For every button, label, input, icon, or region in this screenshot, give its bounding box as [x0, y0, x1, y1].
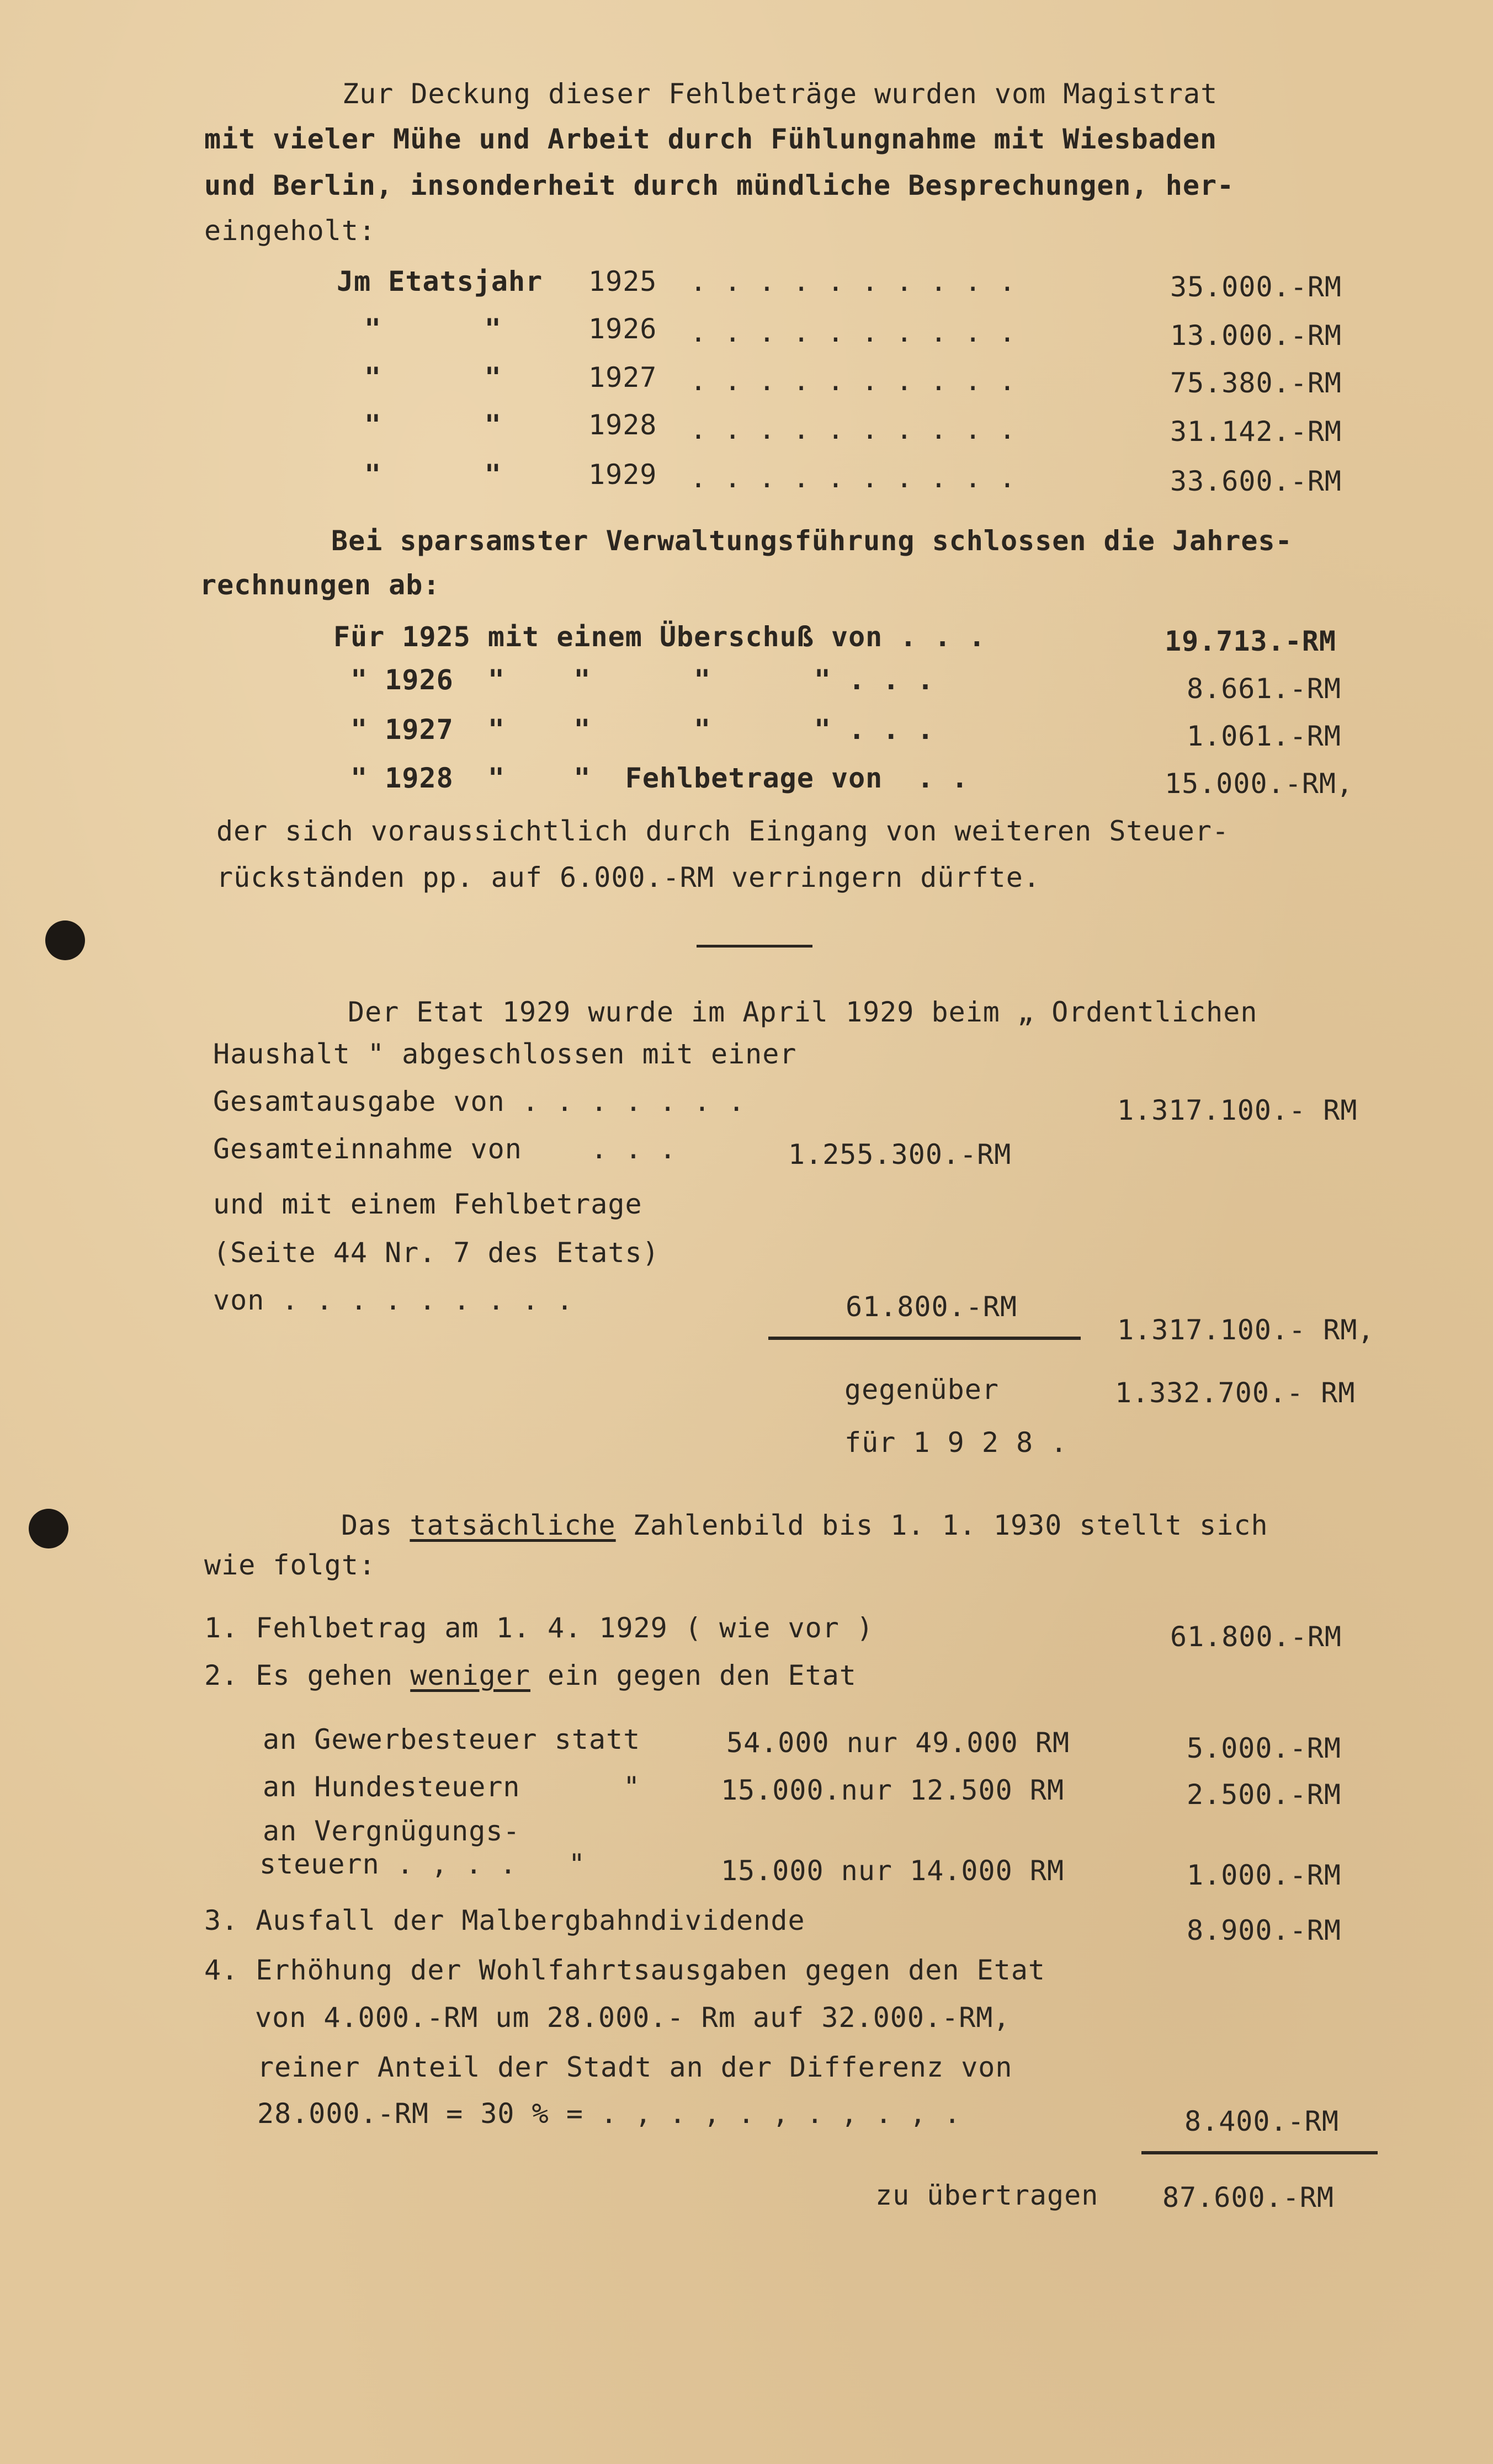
sum-amount: 1.317.100.- RM, [1117, 1314, 1375, 1346]
etat-row-dots: . . . . . . . . . . [690, 365, 1016, 397]
item-2-pre: 2. Es gehen [204, 1659, 411, 1691]
carry-amount: 87.600.-RM [1162, 2181, 1335, 2213]
sub-label: an Vergnügungs- [263, 1815, 520, 1847]
para5-pre: Das [341, 1509, 410, 1541]
item-4-amount: 8.400.-RM [1184, 2105, 1339, 2137]
para1-line3: und Berlin, insonderheit durch mündliche Besprechungen, her- [204, 169, 1235, 201]
para4-line5: und mit einem Fehlbetrage [213, 1188, 642, 1220]
etat-row-amount: 31.142.-RM [1170, 416, 1342, 448]
result-row: " 1926 " " " " . . . [333, 664, 934, 696]
result-row-amount: 8.661.-RM [1187, 673, 1341, 705]
result-row-amount: 19.713.-RM [1165, 625, 1337, 657]
sub-label: an Gewerbesteuer statt [263, 1723, 641, 1755]
sub-detail: 15.000.nur 12.500 RM [721, 1774, 1065, 1806]
para4-line1: Der Etat 1929 wurde im April 1929 beim „ Ordentlichen [348, 996, 1258, 1028]
etat-row-dots: . . . . . . . . . . [690, 265, 1016, 297]
para2-line1: Bei sparsamster Verwaltungsführung schlossen die Jahres- [331, 525, 1293, 557]
result-row: Für 1925 mit einem Überschuß von . . . [333, 621, 986, 653]
para3-line1: der sich voraussichtlich durch Eingang von weiteren Steuer- [216, 815, 1230, 847]
sub-label: steuern . , . . " [259, 1848, 586, 1880]
total-expense-amount: 1.317.100.- RM [1117, 1094, 1358, 1126]
etat-row-year: 1925 [588, 265, 657, 297]
item-2-underlined: weniger [410, 1659, 530, 1691]
sum-underline [768, 1337, 1081, 1340]
etat-row-dots: . . . . . . . . . . [690, 413, 1016, 445]
compare-label: gegenüber [844, 1374, 999, 1406]
para4-line4: Gesamteinnahme von . . . [213, 1133, 677, 1165]
sub-detail: 54.000 nur 49.000 RM [726, 1727, 1070, 1759]
etat-row-dots: . . . . . . . . . . [690, 316, 1016, 348]
para1-line2: mit vieler Mühe und Arbeit durch Fühlungnahme mit Wiesbaden [204, 123, 1218, 155]
result-row: " 1927 " " " " . . . [333, 714, 934, 746]
para2-line2: rechnungen ab: [200, 569, 440, 601]
item-4-line1: 4. Erhöhung der Wohlfahrtsausgaben gegen den Etat [204, 1954, 1046, 1986]
sub-amount: 2.500.-RM [1187, 1779, 1341, 1811]
item-1-amount: 61.800.-RM [1170, 1621, 1342, 1653]
deficit-amount: 61.800.-RM [846, 1291, 1018, 1323]
etat-row-prefix: " " [364, 409, 502, 441]
total-income-amount: 1.255.300.-RM [788, 1138, 1012, 1170]
para5-post: Zahlenbild bis 1. 1. 1930 stellt sich [615, 1509, 1268, 1541]
punch-hole-bottom [29, 1509, 68, 1548]
para5-line1 [341, 1509, 1268, 1542]
item-4-line2: von 4.000.-RM um 28.000.- Rm auf 32.000.-RM, [255, 2002, 1011, 2034]
para4-line6: (Seite 44 Nr. 7 des Etats) [213, 1237, 660, 1269]
item-2 [204, 1659, 857, 1692]
etat-row-amount: 13.000.-RM [1170, 320, 1342, 352]
etat-row-prefix: " " [364, 459, 502, 491]
para3-line2: rückständen pp. auf 6.000.-RM verringern dürfte. [216, 861, 1040, 893]
item-4-line4: 28.000.-RM = 30 % = . , . , . , . , . , . [257, 2098, 961, 2130]
sub-label: an Hundesteuern " [263, 1771, 641, 1803]
etat-row-year: 1929 [588, 459, 657, 491]
para5-underlined: tatsächliche [410, 1509, 616, 1541]
etat-row-year: 1926 [588, 313, 657, 345]
etat-row-year: 1927 [588, 361, 657, 393]
result-row-amount: 15.000.-RM, [1165, 768, 1354, 800]
etat-row-amount: 75.380.-RM [1170, 367, 1342, 399]
item-1: 1. Fehlbetrag am 1. 4. 1929 ( wie vor ) [204, 1612, 874, 1644]
compare-year: für 1 9 2 8 . [844, 1427, 1068, 1459]
para1-line1: Zur Deckung dieser Fehlbeträge wurden vom Magistrat [342, 78, 1218, 110]
result-row-amount: 1.061.-RM [1187, 720, 1341, 752]
etat-row-year: 1928 [588, 409, 657, 441]
item-2-post: ein gegen den Etat [530, 1659, 857, 1691]
etat-row-amount: 33.600.-RM [1170, 465, 1342, 497]
para4-line7: von . . . . . . . . . [213, 1284, 574, 1316]
sub-amount: 1.000.-RM [1187, 1859, 1341, 1891]
para4-line3: Gesamtausgabe von . . . . . . . [213, 1085, 746, 1117]
etat-row-dots: . . . . . . . . . . [690, 462, 1016, 494]
sub-amount: 5.000.-RM [1187, 1732, 1341, 1764]
item-3-amount: 8.900.-RM [1187, 1914, 1341, 1946]
para5-line2: wie folgt: [204, 1549, 376, 1581]
item-4-line3: reiner Anteil der Stadt an der Differenz von [257, 2051, 1013, 2083]
item-3: 3. Ausfall der Malbergbahndividende [204, 1904, 805, 1936]
punch-hole-top [45, 920, 85, 960]
para4-line2: Haushalt " abgeschlossen mit einer [213, 1038, 797, 1070]
etat-row-prefix: Jm Etatsjahr [337, 265, 543, 297]
result-row: " 1928 " " Fehlbetrage von . . [333, 762, 969, 794]
compare-amount: 1.332.700.- RM [1115, 1377, 1356, 1409]
etat-row-amount: 35.000.-RM [1170, 271, 1342, 303]
para1-line4: eingeholt: [204, 215, 376, 247]
etat-row-prefix: " " [364, 361, 502, 393]
separator-line [697, 945, 812, 948]
etat-row-prefix: " " [364, 313, 502, 345]
sub-detail: 15.000 nur 14.000 RM [721, 1855, 1065, 1887]
carry-label: zu übertragen [875, 2179, 1099, 2211]
total-underline [1141, 2151, 1378, 2154]
